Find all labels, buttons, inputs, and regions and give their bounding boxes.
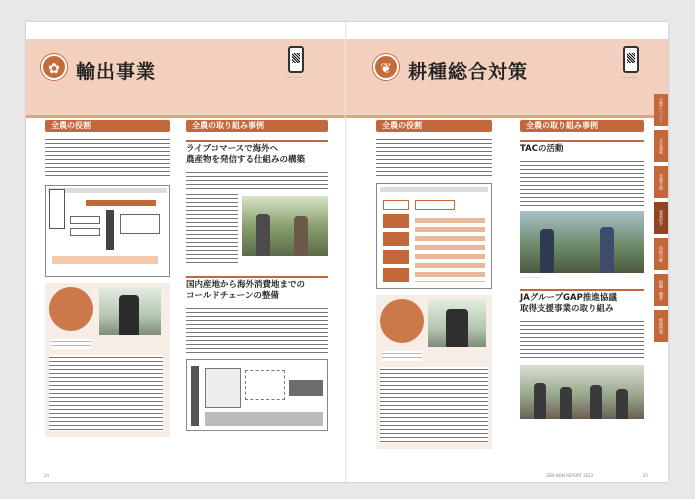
section-heading: 全農の取り組み事例 bbox=[186, 120, 328, 132]
seedling-globe-icon: ✿ bbox=[41, 54, 67, 80]
staff-photo bbox=[428, 299, 486, 347]
left-page: ✿ 輸出事業 —— ——— 全農の役割 全農の取り組み事例 ライブコマースで海外へ 農産物を発信する仕組みの構築 国内産地から海外消費地までの コールドチェーンの整備 24 bbox=[26, 22, 346, 482]
right-column-2: 全農の取り組み事例 TACの活動 —————— JAグループGAP推進協議 取得支援事業の取り組み bbox=[520, 120, 644, 419]
section-heading: 全農の役割 bbox=[376, 120, 492, 132]
article-title: ライブコマースで海外へ bbox=[186, 144, 279, 154]
magazine-spread bbox=[26, 22, 668, 482]
article-title: 国内産地から海外消費地までの bbox=[186, 280, 306, 290]
side-tab[interactable]: 全農について bbox=[654, 94, 668, 126]
quote-bubble bbox=[49, 287, 93, 331]
body-text bbox=[376, 137, 492, 177]
article-title: JAグループGAP推進協議 bbox=[520, 293, 617, 303]
article-title: コールドチェーンの整備 bbox=[186, 291, 279, 301]
side-tab[interactable]: 持続可能 bbox=[654, 238, 668, 270]
body-text bbox=[520, 159, 644, 207]
section-title: 耕種総合対策 bbox=[408, 61, 529, 83]
interview-box bbox=[376, 295, 492, 449]
gap-meeting-photo bbox=[520, 365, 644, 419]
footer: ZEN-NOH REPORT 2022 bbox=[546, 473, 594, 478]
section-heading: 全農の取り組み事例 bbox=[520, 120, 644, 132]
quote-bubble bbox=[380, 299, 424, 343]
interview-box bbox=[45, 283, 170, 437]
right-page: ❦ 耕種総合対策 —— ——— 全農の役割 全農の取り組み事例 TACの活動 —————— JAグループGAP推進協議 取得支援事業の取り組み 全農について 主な事業 営農支援 事業紹介 持続可能 組織・概要 財務情報 ZEN-NOH REPORT 2022 25 bbox=[346, 22, 668, 482]
field-visit-photo bbox=[520, 211, 644, 273]
staff-photo bbox=[99, 287, 161, 335]
value-chain-diagram bbox=[45, 185, 170, 277]
side-tab[interactable]: 組織・概要 bbox=[654, 274, 668, 306]
article-title: TACの活動 bbox=[520, 144, 564, 154]
body-text bbox=[45, 137, 170, 179]
farming-strategy-diagram bbox=[376, 183, 492, 289]
article-title: 取得支援事業の取り組み bbox=[520, 304, 614, 314]
body-text bbox=[520, 319, 644, 361]
side-tab-active[interactable]: 事業紹介 bbox=[654, 202, 668, 234]
side-tab[interactable]: 財務情報 bbox=[654, 310, 668, 342]
right-column-1 bbox=[376, 120, 492, 449]
page-number: 25 bbox=[642, 473, 648, 478]
left-column-1 bbox=[45, 120, 170, 437]
live-commerce-photo bbox=[242, 196, 328, 256]
section-heading: 全農の役割 bbox=[45, 120, 170, 132]
side-tab[interactable]: 営農支援 bbox=[654, 166, 668, 198]
smartphone-qr-icon[interactable] bbox=[623, 46, 639, 73]
side-tab[interactable]: 主な事業 bbox=[654, 130, 668, 162]
section-title: 輸出事業 bbox=[76, 61, 157, 83]
left-column-2 bbox=[186, 120, 328, 431]
rice-plant-icon: ❦ bbox=[373, 54, 399, 80]
body-text bbox=[186, 306, 328, 354]
page-number: 24 bbox=[44, 473, 50, 478]
article-title: 農産物を発信する仕組みの構築 bbox=[186, 155, 306, 165]
smartphone-qr-icon[interactable] bbox=[288, 46, 304, 73]
cold-chain-diagram bbox=[186, 359, 328, 431]
